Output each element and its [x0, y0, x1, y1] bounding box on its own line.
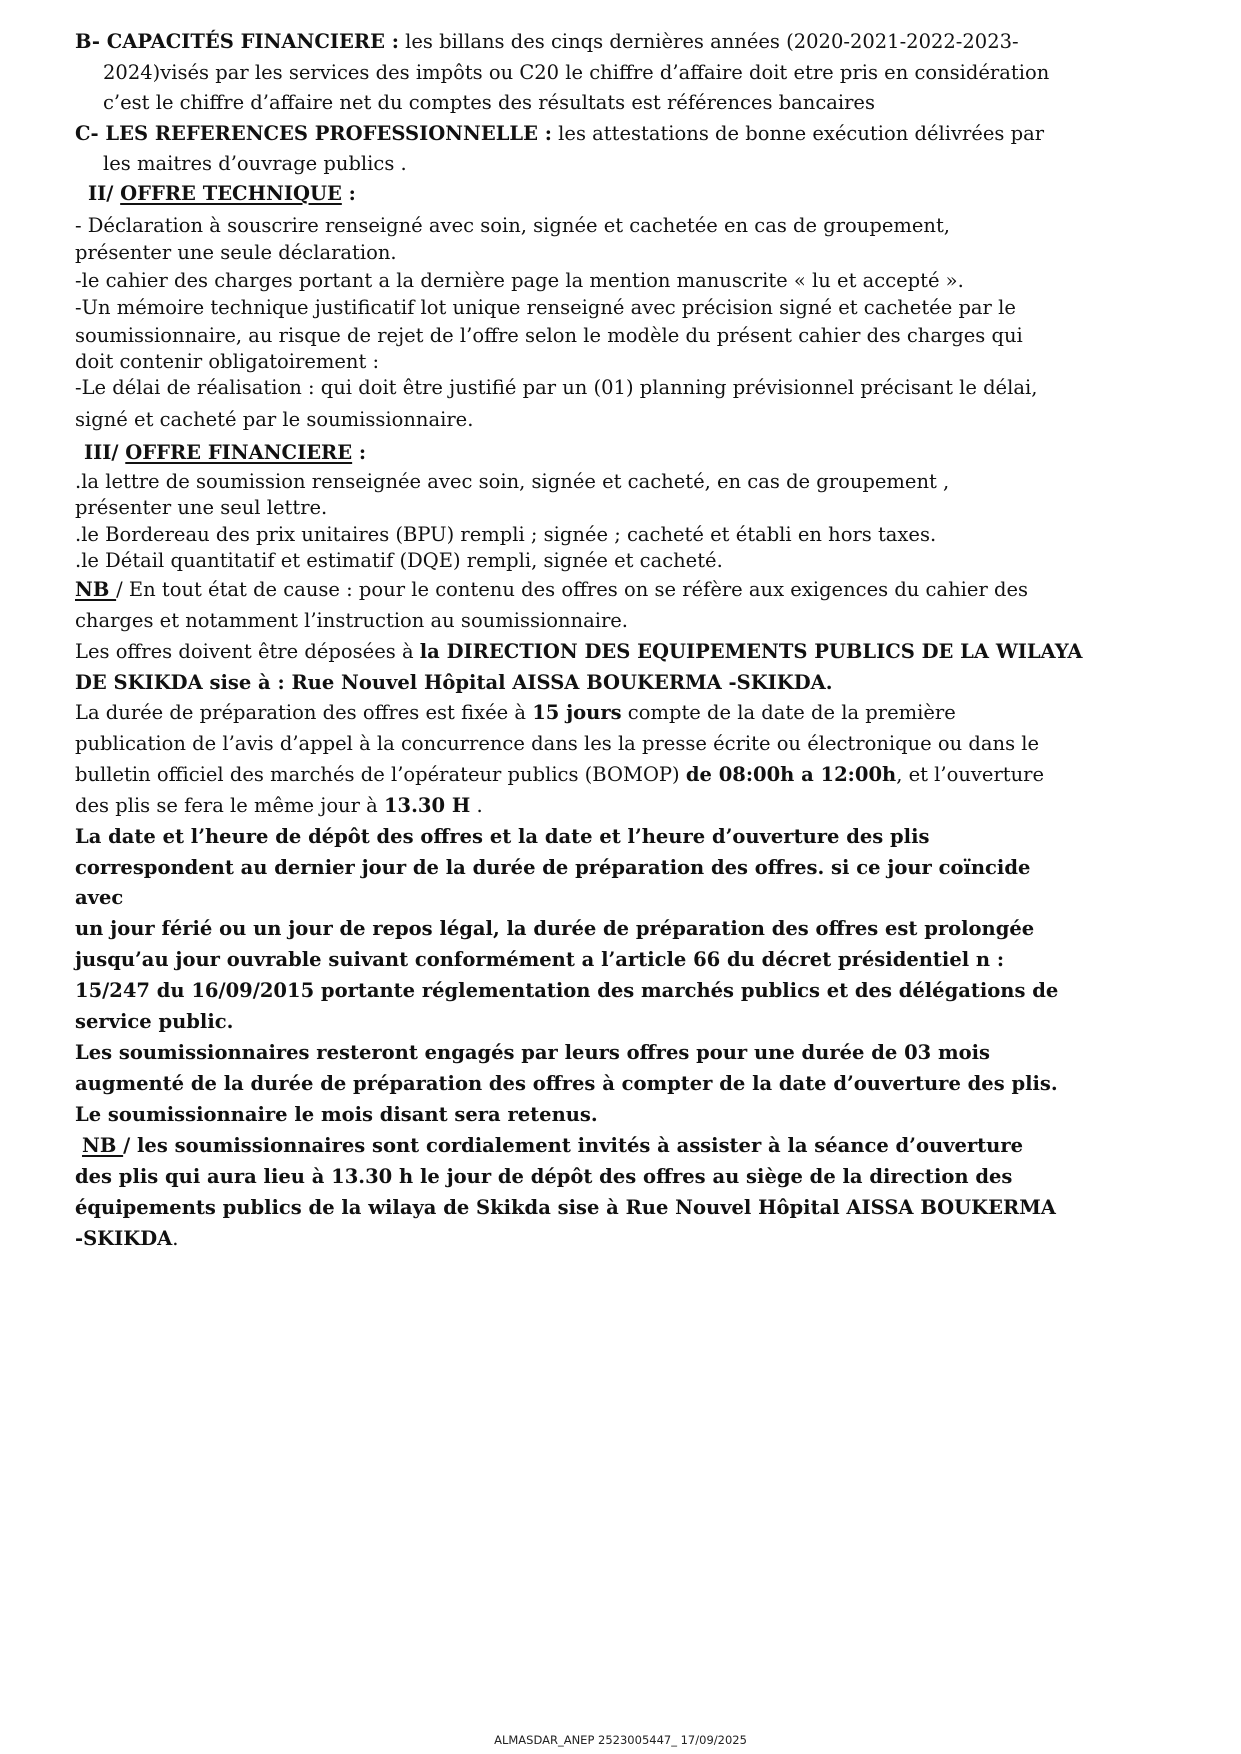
text-line: [75, 1165, 1012, 1189]
text-line: [82, 1134, 1023, 1158]
bold-text: service public.: [75, 1010, 234, 1033]
underlined-heading-text: NB: [82, 1134, 124, 1157]
bold-text: augmenté de la durée de préparation des offres à compter de la date d’ouverture des plis.: [75, 1072, 1058, 1095]
bold-text: La date et l’heure de dépôt des offres et la date et l’heure d’ouverture des plis: [75, 825, 930, 848]
text-line: [75, 763, 1044, 787]
bold-text: B- CAPACITÉS FINANCIERE :: [75, 30, 399, 53]
text-run: -Le délai de réalisation : qui doit être justifié par un (01) planning prévisionnel précisant le délai,: [75, 376, 1038, 399]
text-run: doit contenir obligatoirement :: [75, 350, 380, 373]
text-line: [75, 1072, 1058, 1096]
text-line: [75, 886, 123, 910]
text-line: [75, 296, 1016, 320]
text-run: 2024)visés par les services des impôts ou C20 le chiffre d’affaire doit etre pris en considération: [103, 61, 1050, 84]
bold-text: :: [341, 182, 356, 205]
text-line: [84, 441, 366, 465]
text-line: [75, 640, 1083, 664]
text-line: [75, 1010, 233, 1034]
text-run: soumissionnaire, au risque de rejet de l’offre selon le modèle du présent cahier des charges qui: [75, 324, 1023, 347]
text-line: [75, 1196, 1056, 1220]
text-run: charges et notamment l’instruction au soumissionnaire.: [75, 609, 628, 632]
text-line: [75, 496, 327, 520]
bold-text: équipements publics de la wilaya de Skikda sise à Rue Nouvel Hôpital AISSA BOUKERMA: [75, 1196, 1056, 1219]
text-line: [103, 91, 875, 115]
bold-text: des plis qui aura lieu à 13.30 h le jour de dépôt des offres au siège de la direction des: [75, 1165, 1013, 1188]
underlined-heading-text: NB: [75, 578, 117, 601]
text-run: .le Bordereau des prix unitaires (BPU) rempli ; signée ; cacheté et établi en hors taxes.: [75, 523, 937, 546]
bold-text: un jour férié ou un jour de repos légal, la durée de préparation des offres est prolongée: [75, 917, 1035, 940]
text-run: Les offres doivent être déposées à: [75, 640, 420, 663]
text-line: [75, 324, 1023, 348]
bold-text: -SKIKDA: [75, 1227, 173, 1250]
bold-text: 15/247 du 16/09/2015 portante réglementation des marchés publics et des délégations de: [75, 979, 1059, 1002]
text-line: [75, 732, 1039, 756]
footer-reference: ALMASDAR_ANEP 2523005447_ 17/09/2025: [494, 1733, 747, 1747]
bold-text: la DIRECTION DES EQUIPEMENTS PUBLICS DE LA WILAYA: [419, 640, 1083, 663]
text-run: présenter une seul lettre.: [75, 496, 328, 519]
text-line: [75, 241, 397, 265]
text-run: La durée de préparation des offres est fixée à: [75, 701, 533, 724]
text-run: .: [172, 1227, 179, 1250]
text-run: bulletin officiel des marchés de l’opérateur publics (BOMOP): [75, 763, 686, 786]
text-line: [103, 152, 407, 176]
text-run: signé et cacheté par le soumissionnaire.: [75, 408, 474, 431]
bold-text: Les soumissionnaires resteront engagés par leurs offres pour une durée de 03 mois: [75, 1041, 991, 1064]
text-line: [75, 948, 1004, 972]
text-run: -Un mémoire technique justificatif lot unique renseigné avec précision signé et cachetée par le: [75, 296, 1016, 319]
bold-text: 15 jours: [532, 701, 622, 724]
bold-text: II/: [88, 182, 121, 205]
text-line: [75, 856, 1030, 880]
text-run: compte de la date de la première: [621, 701, 956, 724]
text-line: [75, 214, 950, 238]
text-run: les billans des cinqs dernières années (2020-2021-2022-2023-: [398, 30, 1019, 53]
text-line: [75, 376, 1037, 400]
text-line: [75, 578, 1028, 602]
text-run: présenter une seule déclaration.: [75, 241, 397, 264]
bold-text: DE SKIKDA sise à : Rue Nouvel Hôpital AISSA BOUKERMA -SKIKDA.: [75, 671, 833, 694]
text-line: [75, 609, 628, 633]
text-line: [75, 1103, 598, 1127]
text-line: [88, 182, 356, 206]
text-run: -le cahier des charges portant a la dernière page la mention manuscrite « lu et accepté ».: [75, 269, 964, 292]
bold-text: 13.30 H: [383, 794, 471, 817]
underlined-heading-text: OFFRE TECHNIQUE: [120, 182, 342, 205]
text-line: [75, 671, 833, 695]
bold-text: avec: [75, 886, 124, 909]
bold-text: C- LES REFERENCES PROFESSIONNELLE :: [75, 122, 552, 145]
bold-text: :: [352, 441, 367, 464]
bold-text: / les soumissionnaires sont cordialement invités à assister à la séance d’ouverture: [123, 1134, 1024, 1157]
text-line: [75, 269, 964, 293]
text-run: .la lettre de soumission renseignée avec soin, signée et cacheté, en cas de groupement ,: [75, 470, 950, 493]
text-line: [75, 825, 929, 849]
bold-text: jusqu’au jour ouvrable suivant conformément a l’article 66 du décret présidentiel n :: [75, 948, 1005, 971]
text-line: [75, 470, 949, 494]
text-line: [75, 979, 1058, 1003]
text-line: [75, 408, 473, 432]
text-run: .: [470, 794, 483, 817]
text-run: des plis se fera le même jour à: [75, 794, 384, 817]
text-line: [75, 523, 936, 547]
text-run: , et l’ouverture: [896, 763, 1045, 786]
text-line: [75, 30, 1019, 54]
text-line: [75, 794, 483, 818]
text-run: les maitres d’ouvrage publics .: [103, 152, 407, 175]
text-line: [75, 701, 956, 725]
text-run: / En tout état de cause : pour le contenu des offres on se réfère aux exigences du cahier des: [116, 578, 1028, 601]
text-run: les attestations de bonne exécution délivrées par: [551, 122, 1045, 145]
text-run: - Déclaration à souscrire renseigné avec soin, signée et cachetée en cas de groupement,: [75, 214, 951, 237]
text-line: [103, 61, 1049, 85]
text-run: publication de l’avis d’appel à la concurrence dans les la presse écrite ou électronique ou dans le: [75, 732, 1040, 755]
text-line: [75, 350, 379, 374]
text-line: [75, 1227, 178, 1251]
text-line: [75, 549, 723, 573]
text-line: [75, 122, 1044, 146]
underlined-heading-text: OFFRE FINANCIERE: [125, 441, 353, 464]
text-run: .le Détail quantitatif et estimatif (DQE) rempli, signée et cacheté.: [75, 549, 723, 572]
bold-text: Le soumissionnaire le mois disant sera retenus.: [75, 1103, 598, 1126]
text-line: [75, 917, 1034, 941]
text-line: [75, 1041, 990, 1065]
bold-text: de 08:00h a 12:00h: [685, 763, 897, 786]
bold-text: III/: [84, 441, 126, 464]
bold-text: correspondent au dernier jour de la durée de préparation des offres. si ce jour coïncide: [75, 856, 1031, 879]
text-run: c’est le chiffre d’affaire net du comptes des résultats est références bancaires: [103, 91, 875, 114]
